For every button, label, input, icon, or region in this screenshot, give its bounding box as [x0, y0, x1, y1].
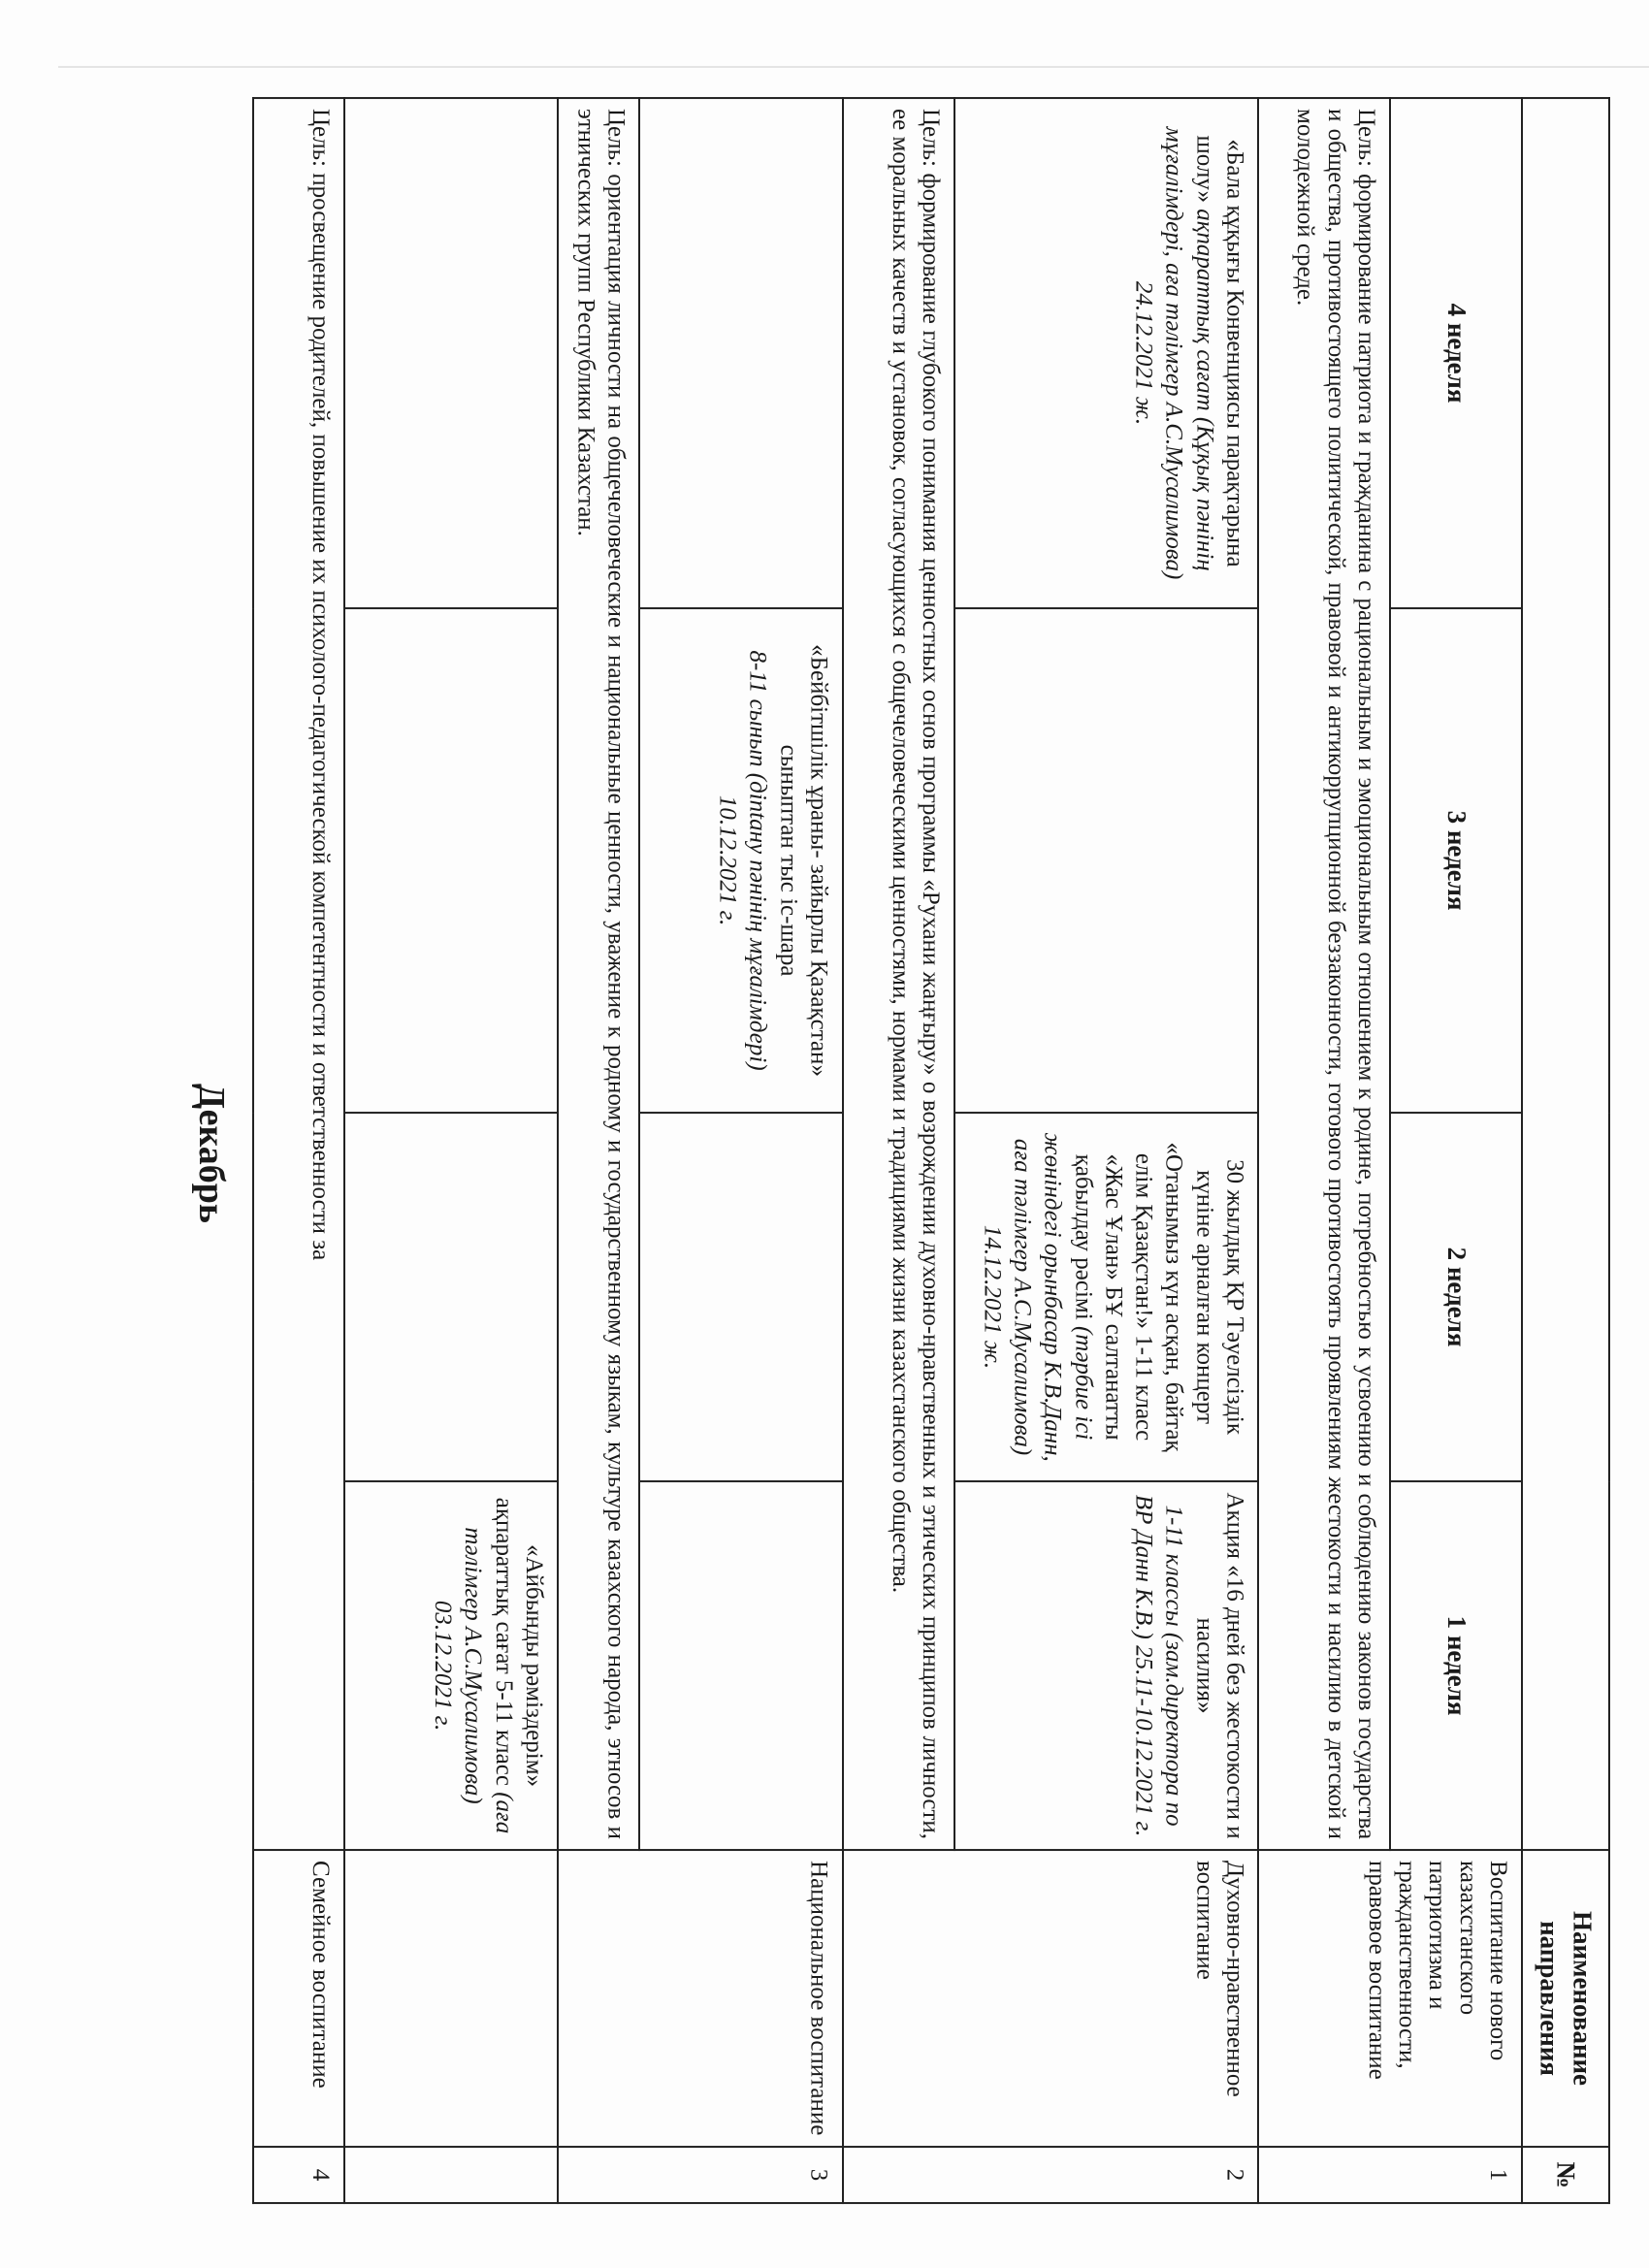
table-row: [253, 98, 344, 2203]
header-week4: 4 неделя: [1390, 98, 1522, 608]
table-row: [558, 98, 639, 2203]
event-week4: «Бала құқығы Конвенциясы парақтарына шолу» ақпараттық сағат (Құқық пәнінің мұғалімдері, аға тәлімгер А.С.Мусалимова) 24.12.2021 ж.: [954, 98, 1258, 608]
table-row: [1258, 98, 1390, 2203]
row-number: 2: [843, 2147, 1258, 2203]
goal-text: Цель: ориентация личности на общечеловеческие и национальные ценности, уважение к родному и государственному языкам, культуре казахского народа, этносов и этнических групп Республики Казахстан.: [558, 98, 639, 1850]
event-week3: [344, 608, 558, 1113]
header-week1: 1 неделя: [1390, 1481, 1522, 1850]
event-week3: [954, 608, 1258, 1113]
table-row: [843, 98, 954, 2203]
month-title: Декабрь: [191, 1083, 232, 1224]
direction-cell: [344, 1850, 558, 2147]
event-week2: [344, 1113, 558, 1481]
header-direction: Наименование направления: [1522, 1850, 1609, 2147]
direction-name: Семейное воспитание: [253, 1850, 344, 2147]
header-week3: 3 неделя: [1390, 608, 1522, 1113]
direction-name: Национальное воспитание: [558, 1850, 843, 2147]
direction-name: Воспитание нового казахстанского патриотизма и гражданственности, правовое воспитание: [1258, 1850, 1522, 2147]
event-week2: [639, 1113, 842, 1481]
row-number: 3: [558, 2147, 843, 2203]
event-week1: Акция «16 дней без жестокости и насилия» 1-11 классы (зам.директора по ВР Данн К.В.) 25.11-10.12.2021 г.: [954, 1481, 1258, 1850]
row-number-cell: [344, 2147, 558, 2203]
row-number: 1: [1258, 2147, 1522, 2203]
education-plan-table: [252, 97, 1610, 2204]
plan-sheet: [136, 68, 1610, 2239]
event-week3: «Бейбітшілік ұраны- зайырлы Қазақстан» сыныптан тыс іс-шара 8-11 сынып (діntану пәнінің мұғалімдері) 10.12.2021 г.: [639, 608, 842, 1113]
event-week2: 30 жылдық ҚР Тәуелсіздік күніне арналған концерт «Отанымыз күн асқан, байтақ елім Қазақстан!» 1-11 класс «Жас Ұлан» БҰ салтанатты қабылдау рәсімі (тәрбие ісі жөніндегі орынбасар К.В.Данн, аға тәлімгер А.С.Мусалимова) 14.12.2021 ж.: [954, 1113, 1258, 1481]
header-week2: 2 неделя: [1390, 1113, 1522, 1481]
goal-text: Цель: просвещение родителей, повышение их психолого-педагогической компетентности и ответственности за: [253, 98, 344, 1850]
header-num: №: [1522, 2147, 1609, 2203]
goal-text: Цель: формирование патриота и гражданина с рациональным и эмоциональным отношением к родине, потребностью к усвоению и соблюдению законов государства и общества, противостоящего политической, правовой и антикоррупционной беззаконности, готового противостоять проявлениям жестокости и насилию в детской и молодежной среде.: [1258, 98, 1390, 1850]
table-header-top: [1522, 98, 1609, 2203]
goal-text: Цель: формирование глубокого понимания ценностных основ программы «Рухани жаңғыру» о возрождении духовно-нравственных и этических принципов личности, ее моральных качеств и установок, согласующихся с общечеловеческими ценностями, нормами и традициями жизни казахстанского общества.: [843, 98, 954, 1850]
header-spacer: [1522, 98, 1609, 1850]
event-week4: [344, 98, 558, 608]
direction-name: Духовно-нравственное воспитание: [843, 1850, 1258, 2147]
row-number: 4: [253, 2147, 344, 2203]
event-week1: [639, 1481, 842, 1850]
event-week1: «Айбынды рәміздерім» ақпараттық сағат 5-11 класс (аға тәлімгер А.С.Мусалимова) 03.12.2021 г.: [344, 1481, 558, 1850]
event-week4: [639, 98, 842, 608]
table-row: [344, 98, 558, 2203]
